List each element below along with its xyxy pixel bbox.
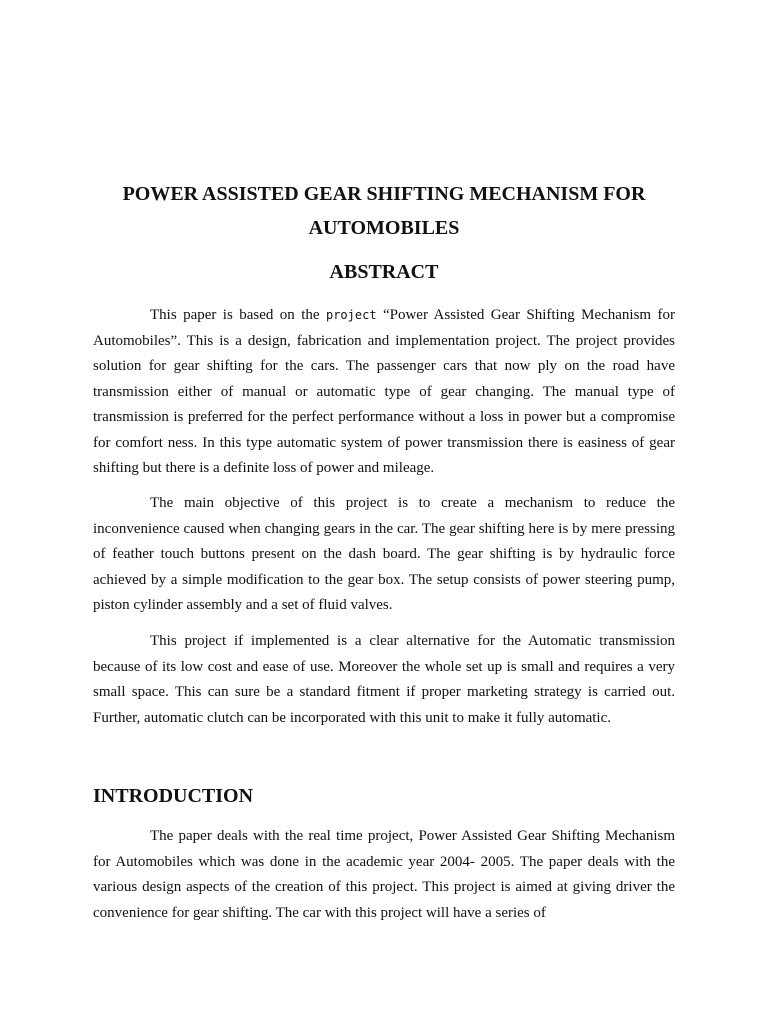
paper-title-line-1: POWER ASSISTED GEAR SHIFTING MECHANISM FOR	[122, 183, 646, 205]
paper-title-line-2: AUTOMOBILES	[308, 217, 460, 239]
abstract-paragraph-1-rest: “Power Assisted Gear Shifting Mechanism for Automobiles”. This is a design, fabrication and implementation project. The project provides solution for gear shifting for the cars. The passenger cars that now ply on the road have transmission either of manual or automatic type of gear changing. The manual type of transmission is preferred for the perfect performance without a loss in power but a compromise for comfort ness. In this type automatic system of power transmission there is easiness of gear shifting but there is a definite loss of power and mileage.	[93, 307, 675, 476]
abstract-paragraph-1-project-word: project	[325, 308, 377, 322]
abstract-paragraph-3: This project if implemented is a clear alternative for the Automatic transmission because of its low cost and ease of use. Moreover the whole set up is small and requires a very small space. This can sure be a standard fitment if proper marketing strategy is carried out. Further, automatic clutch can be incorporated with this unit to make it fully automatic.	[93, 633, 675, 726]
introduction-heading: INTRODUCTION	[93, 785, 254, 807]
abstract-heading: ABSTRACT	[329, 261, 439, 283]
abstract-paragraph-1	[93, 303, 675, 482]
abstract-paragraph-2: The main objective of this project is to create a mechanism to reduce the inconvenience caused when changing gears in the car. The gear shifting here is by mere pressing of feather touch buttons present on the dash board. The gear shifting is by hydraulic force achieved by a simple modification to the gear box. The setup consists of power steering pump, piston cylinder assembly and a set of fluid valves.	[93, 495, 675, 613]
abstract-paragraph-1-start: This paper is based on the	[150, 307, 326, 323]
introduction-paragraph-1: The paper deals with the real time project, Power Assisted Gear Shifting Mechanism for Automobiles which was done in the academic year 2004- 2005. The paper deals with the various design aspects of the creation of this project. This project is aimed at giving driver the convenience for gear shifting. The car with this project will have a series of	[93, 828, 675, 921]
